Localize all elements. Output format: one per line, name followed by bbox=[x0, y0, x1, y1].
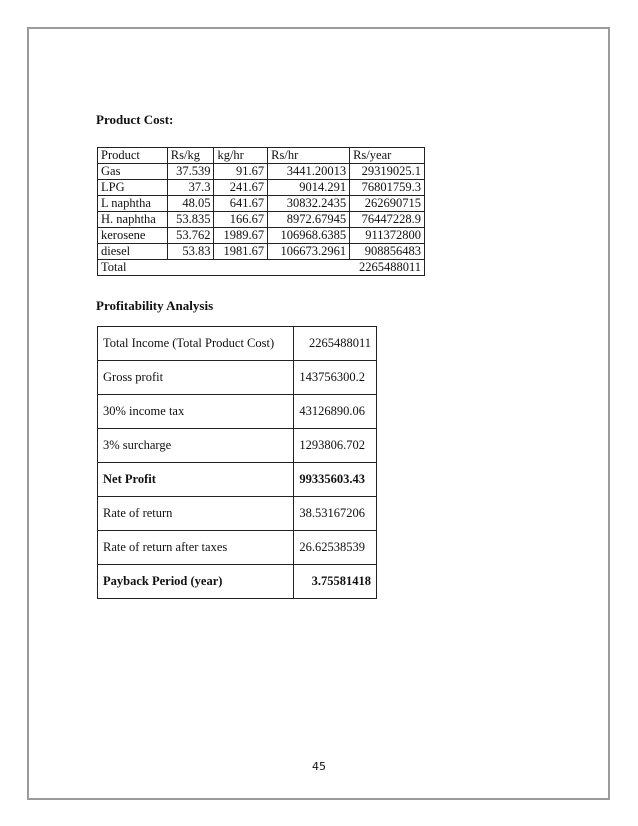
total-label: Total bbox=[98, 260, 168, 276]
product-name: LPG bbox=[98, 180, 168, 196]
metric-label: Payback Period (year) bbox=[98, 565, 294, 599]
table-row bbox=[98, 395, 377, 429]
metric-label: Gross profit bbox=[98, 361, 294, 395]
product-name: L naphtha bbox=[98, 196, 168, 212]
table-row bbox=[98, 361, 377, 395]
rs-per-year: 908856483 bbox=[350, 244, 425, 260]
column-header: kg/hr bbox=[214, 148, 268, 164]
metric-value: 38.53167206 bbox=[294, 497, 377, 531]
table-row bbox=[98, 497, 377, 531]
column-header: Rs/kg bbox=[167, 148, 214, 164]
rs-per-hr: 106968.6385 bbox=[268, 228, 350, 244]
rs-per-year: 911372800 bbox=[350, 228, 425, 244]
total-value: 2265488011 bbox=[167, 260, 424, 276]
rs-per-hr: 3441.20013 bbox=[268, 164, 350, 180]
rs-per-hr: 106673.2961 bbox=[268, 244, 350, 260]
metric-label: 3% surcharge bbox=[98, 429, 294, 463]
kg-per-hr: 641.67 bbox=[214, 196, 268, 212]
table-row bbox=[98, 244, 425, 260]
product-name: H. naphtha bbox=[98, 212, 168, 228]
metric-value: 99335603.43 bbox=[294, 463, 377, 497]
table-row bbox=[98, 531, 377, 565]
rs-per-hr: 9014.291 bbox=[268, 180, 350, 196]
metric-label: Rate of return after taxes bbox=[98, 531, 294, 565]
table-row bbox=[98, 212, 425, 228]
rs-per-kg: 53.835 bbox=[167, 212, 214, 228]
rs-per-year: 76447228.9 bbox=[350, 212, 425, 228]
table-row bbox=[98, 565, 377, 599]
product-name: Gas bbox=[98, 164, 168, 180]
metric-value: 26.62538539 bbox=[294, 531, 377, 565]
rs-per-kg: 48.05 bbox=[167, 196, 214, 212]
table-row bbox=[98, 164, 425, 180]
rs-per-year: 29319025.1 bbox=[350, 164, 425, 180]
kg-per-hr: 91.67 bbox=[214, 164, 268, 180]
rs-per-year: 262690715 bbox=[350, 196, 425, 212]
table-row bbox=[98, 228, 425, 244]
rs-per-kg: 53.762 bbox=[167, 228, 214, 244]
metric-label: Net Profit bbox=[98, 463, 294, 497]
table-row bbox=[98, 196, 425, 212]
product-cost-heading: Product Cost: bbox=[96, 112, 174, 127]
rs-per-kg: 53.83 bbox=[167, 244, 214, 260]
kg-per-hr: 1989.67 bbox=[214, 228, 268, 244]
table-row bbox=[98, 180, 425, 196]
metric-value: 2265488011 bbox=[294, 327, 377, 361]
page-number: 45 bbox=[312, 760, 326, 773]
table-row bbox=[98, 463, 377, 497]
profitability-table bbox=[97, 326, 377, 599]
metric-value: 143756300.2 bbox=[294, 361, 377, 395]
rs-per-year: 76801759.3 bbox=[350, 180, 425, 196]
product-name: diesel bbox=[98, 244, 168, 260]
table-row bbox=[98, 429, 377, 463]
metric-value: 43126890.06 bbox=[294, 395, 377, 429]
kg-per-hr: 1981.67 bbox=[214, 244, 268, 260]
rs-per-hr: 30832.2435 bbox=[268, 196, 350, 212]
total-row bbox=[98, 260, 425, 276]
metric-value: 3.75581418 bbox=[294, 565, 377, 599]
table-row bbox=[98, 327, 377, 361]
rs-per-kg: 37.539 bbox=[167, 164, 214, 180]
profitability-heading: Profitability Analysis bbox=[96, 298, 214, 313]
column-header: Rs/year bbox=[350, 148, 425, 164]
metric-label: Total Income (Total Product Cost) bbox=[98, 327, 294, 361]
metric-label: Rate of return bbox=[98, 497, 294, 531]
metric-value: 1293806.702 bbox=[294, 429, 377, 463]
kg-per-hr: 166.67 bbox=[214, 212, 268, 228]
column-header: Rs/hr bbox=[268, 148, 350, 164]
column-header: Product bbox=[98, 148, 168, 164]
rs-per-hr: 8972.67945 bbox=[268, 212, 350, 228]
product-cost-table bbox=[97, 147, 425, 276]
kg-per-hr: 241.67 bbox=[214, 180, 268, 196]
metric-label: 30% income tax bbox=[98, 395, 294, 429]
product-name: kerosene bbox=[98, 228, 168, 244]
rs-per-kg: 37.3 bbox=[167, 180, 214, 196]
table-header-row bbox=[98, 148, 425, 164]
